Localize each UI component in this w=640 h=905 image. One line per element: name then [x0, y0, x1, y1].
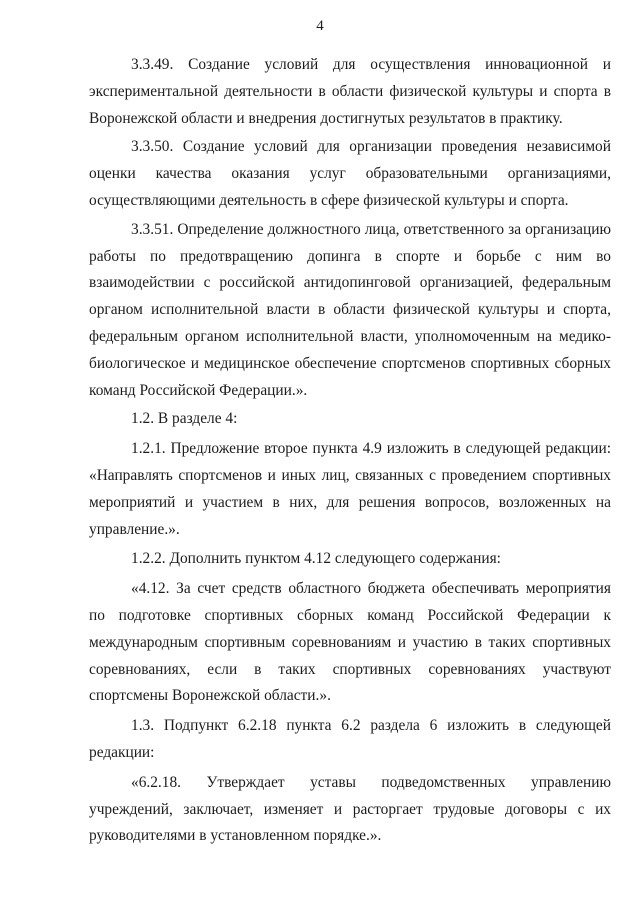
paragraph-3-3-51: 3.3.51. Определение должностного лица, ответственного за организацию работы по предотвращению допинга в спорте и борьбе с ним во взаимодействии с российской антидопинговой организацией, федеральным органом исполнительной власти в области физической культуры и спорта, федеральным органом исполнительной власти, уполномоченным на медико-биологическое и медицинское обеспечение спортсменов спортивных сборных команд Российской Федерации.». — [89, 220, 611, 399]
paragraph-1-2: 1.2. В разделе 4: — [131, 410, 238, 428]
page-number: 4 — [316, 18, 324, 34]
paragraph-1-2-2: 1.2.2. Дополнить пунктом 4.12 следующего содержания: — [131, 550, 501, 568]
paragraph-1-3: 1.3. Подпункт 6.2.18 пункта 6.2 раздела 6 изложить в следующей редакции: — [89, 717, 611, 761]
paragraph-4-12: «4.12. За счет средств областного бюджета обеспечивать мероприятия по подготовке спортивных сборных команд Российской Федерации к международным спортивным соревнованиям и участию в таких спортивных соревнованиях, если в таких спортивных соревнованиях участвуют спортсмены Воронежской области.». — [89, 580, 611, 705]
paragraph-1-2-1: 1.2.1. Предложение второе пункта 4.9 изложить в следующей редакции: «Направлять спортсменов и иных лиц, связанных с проведением спортивных мероприятий и участием в них, для решения вопросов, возложенных на управление.». — [89, 440, 611, 538]
paragraph-3-3-49: 3.3.49. Создание условий для осуществления инновационной и экспериментальной деятельности в области физической культуры и спорта в Воронежской области и внедрения достигнутых результатов в практику. — [89, 56, 611, 127]
document-body — [89, 52, 611, 853]
paragraph-6-2-18: «6.2.18. Утверждает уставы подведомственных управлению учреждений, заключает, изменяет и расторгает трудовые договоры с их руководителями в установленном порядке.». — [89, 773, 611, 845]
paragraph-3-3-50: 3.3.50. Создание условий для организации проведения независимой оценки качества оказания услуг образовательными организациями, осуществляющими деятельность в сфере физической культуры и спорта. — [89, 138, 611, 209]
